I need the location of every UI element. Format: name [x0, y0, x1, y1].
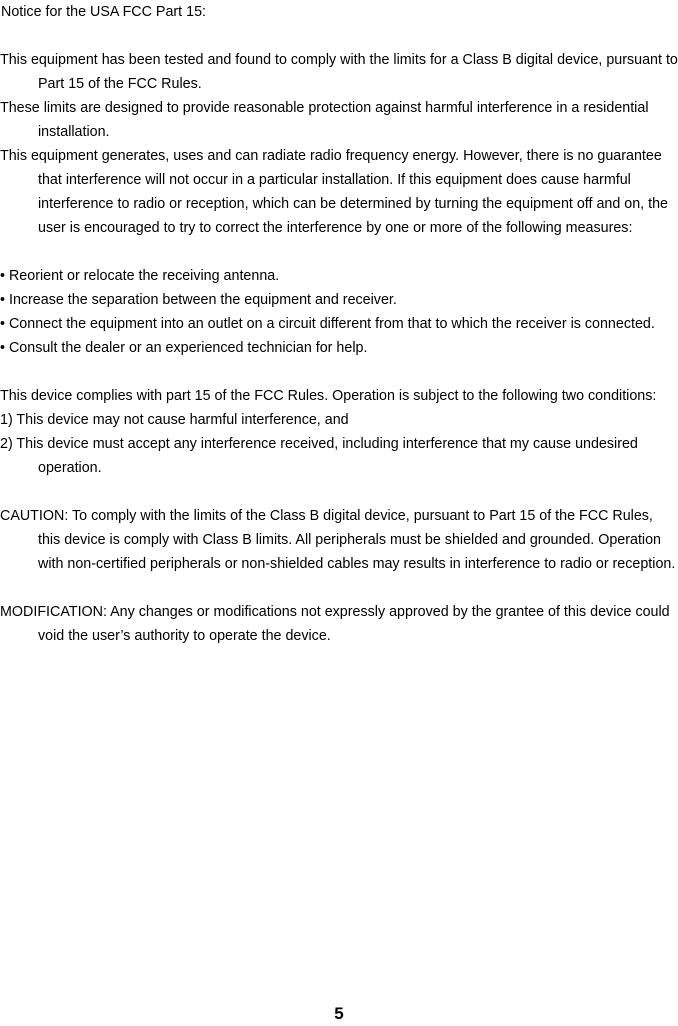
compliance-paragraph: These limits are designed to provide reasonable protection against harmful interference in a residential installation.	[0, 100, 649, 140]
page-number: 5	[334, 1004, 344, 1023]
modification-paragraph: MODIFICATION: Any changes or modifications not expressly approved by the grantee of this device could void the user’s authority to operate the device.	[0, 604, 670, 644]
spacer	[0, 240, 678, 264]
measure-item: • Connect the equipment into an outlet on a circuit different from that to which the receiver is connected.	[0, 316, 655, 332]
spacer	[0, 360, 678, 384]
spacer	[0, 576, 678, 600]
notice-heading: Notice for the USA FCC Part 15:	[1, 4, 207, 20]
spacer	[0, 24, 678, 48]
condition-item: 2) This device must accept any interference received, including interference that my cause undesired operation.	[0, 436, 638, 476]
caution-paragraph: CAUTION: To comply with the limits of the Class B digital device, pursuant to Part 15 of the FCC Rules, this device is comply with Class B limits. All peripherals must be shielded and grounded. Operation with non-certified peripherals or non-shielded cables may results in interference to radio or reception.	[0, 508, 676, 572]
conditions-intro: This device complies with part 15 of the FCC Rules. Operation is subject to the following two conditions:	[0, 388, 657, 404]
measure-item: • Increase the separation between the equipment and receiver.	[0, 292, 397, 308]
measure-item: • Consult the dealer or an experienced technician for help.	[0, 340, 368, 356]
compliance-paragraph: This equipment has been tested and found to comply with the limits for a Class B digital device, pursuant to Part 15 of the FCC Rules.	[0, 52, 678, 92]
spacer	[0, 480, 678, 504]
measure-item: • Reorient or relocate the receiving antenna.	[0, 268, 280, 284]
condition-item: 1) This device may not cause harmful interference, and	[0, 412, 349, 428]
compliance-paragraph: This equipment generates, uses and can radiate radio frequency energy. However, there is no guarantee that interference will not occur in a particular installation. If this equipment does cause harmful interference to radio or reception, which can be determined by turning the equipment off and on, the user is encouraged to try to correct the interference by one or more of the following measures:	[0, 148, 668, 236]
